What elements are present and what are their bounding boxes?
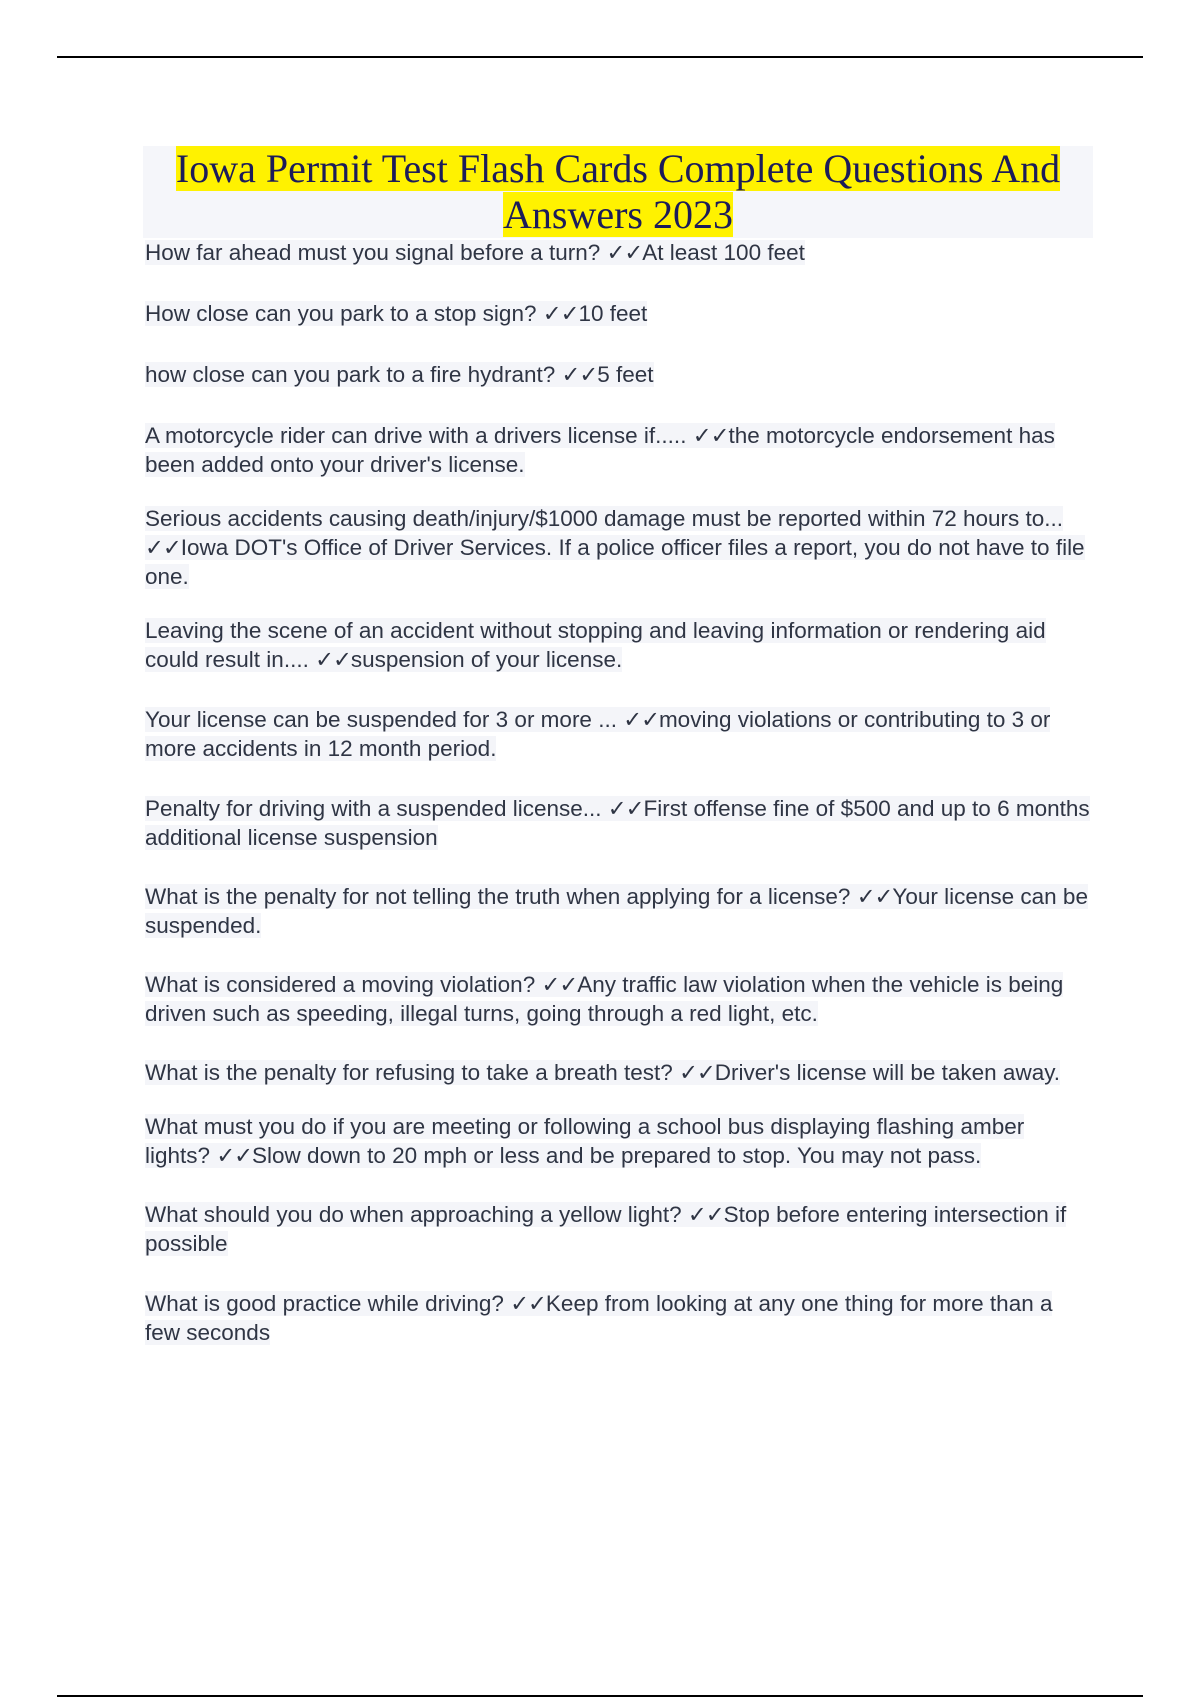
question-text: Serious accidents causing death/injury/$1000 damage must be reported within 72 hours to...	[145, 506, 1064, 531]
check-icon: ✓✓	[606, 240, 643, 265]
answer-text: suspension of your license.	[350, 647, 623, 672]
question-text: What is the penalty for not telling the truth when applying for a license?	[145, 884, 851, 909]
check-icon: ✓✓	[315, 647, 351, 672]
qa-item	[145, 1058, 1090, 1087]
check-icon: ✓✓	[687, 1202, 724, 1227]
bottom-rule	[57, 1695, 1143, 1697]
title-block	[143, 146, 1093, 238]
qa-item	[145, 616, 1090, 674]
qa-item	[145, 299, 1090, 328]
answer-text: moving violations or contributing to 3 or more accidents in 12 month period.	[145, 707, 1051, 761]
question-text: Leaving the scene of an accident without stopping and leaving information or rendering aid could result in....	[145, 618, 1046, 672]
question-text: Penalty for driving with a suspended license...	[145, 796, 602, 821]
qa-item	[145, 360, 1090, 389]
answer-text: Stop before entering intersection if possible	[145, 1202, 1067, 1256]
question-text: How far ahead must you signal before a turn?	[145, 240, 601, 265]
question-text: how close can you park to a fire hydrant?	[145, 362, 556, 387]
qa-item	[145, 504, 1090, 591]
check-icon: ✓✓	[561, 362, 598, 387]
question-text: What should you do when approaching a yellow light?	[145, 1202, 682, 1227]
qa-item	[145, 238, 1090, 267]
qa-item	[145, 970, 1090, 1028]
answer-text: At least 100 feet	[642, 240, 805, 265]
qa-item	[145, 705, 1090, 763]
check-icon: ✓✓	[541, 972, 578, 997]
question-text: How close can you park to a stop sign?	[145, 301, 537, 326]
answer-text: 5 feet	[597, 362, 654, 387]
answer-text: Your license can be suspended.	[145, 884, 1088, 938]
check-icon: ✓✓	[145, 535, 181, 560]
qa-item	[145, 1200, 1090, 1258]
qa-item	[145, 794, 1090, 852]
answer-text: Iowa DOT's Office of Driver Services. If a police officer files a report, you do not have to file one.	[145, 535, 1085, 589]
question-text: What is good practice while driving?	[145, 1291, 504, 1316]
answer-text: Driver's license will be taken away.	[714, 1060, 1061, 1085]
answer-text: Any traffic law violation when the vehicle is being driven such as speeding, illegal turns, going through a red light, etc.	[145, 972, 1064, 1026]
check-icon: ✓✓	[216, 1143, 253, 1168]
page-title: Iowa Permit Test Flash Cards Complete Questions And Answers 2023	[175, 146, 1061, 237]
question-text: What is considered a moving violation?	[145, 972, 536, 997]
answer-text: the motorcycle endorsement has been added onto your driver's license.	[145, 423, 1055, 477]
check-icon: ✓✓	[542, 301, 579, 326]
check-icon: ✓✓	[623, 707, 659, 732]
answer-text: Slow down to 20 mph or less and be prepared to stop. You may not pass.	[252, 1143, 982, 1168]
question-text: Your license can be suspended for 3 or more ...	[145, 707, 617, 732]
check-icon: ✓✓	[510, 1291, 546, 1316]
top-rule	[57, 56, 1143, 58]
check-icon: ✓✓	[679, 1060, 715, 1085]
qa-item	[145, 882, 1090, 940]
qa-item	[145, 421, 1090, 479]
answer-text: First offense fine of $500 and up to 6 months additional license suspension	[145, 796, 1090, 850]
qa-list	[145, 238, 1090, 1347]
question-text: A motorcycle rider can drive with a drivers license if.....	[145, 423, 687, 448]
answer-text: 10 feet	[578, 301, 648, 326]
answer-text: Keep from looking at any one thing for more than a few seconds	[145, 1291, 1053, 1345]
check-icon: ✓✓	[692, 423, 729, 448]
qa-item	[145, 1289, 1090, 1347]
check-icon: ✓✓	[607, 796, 644, 821]
qa-item	[145, 1112, 1090, 1170]
question-text: What must you do if you are meeting or following a school bus displaying flashing amber lights?	[145, 1114, 1025, 1168]
check-icon: ✓✓	[856, 884, 893, 909]
question-text: What is the penalty for refusing to take a breath test?	[145, 1060, 673, 1085]
